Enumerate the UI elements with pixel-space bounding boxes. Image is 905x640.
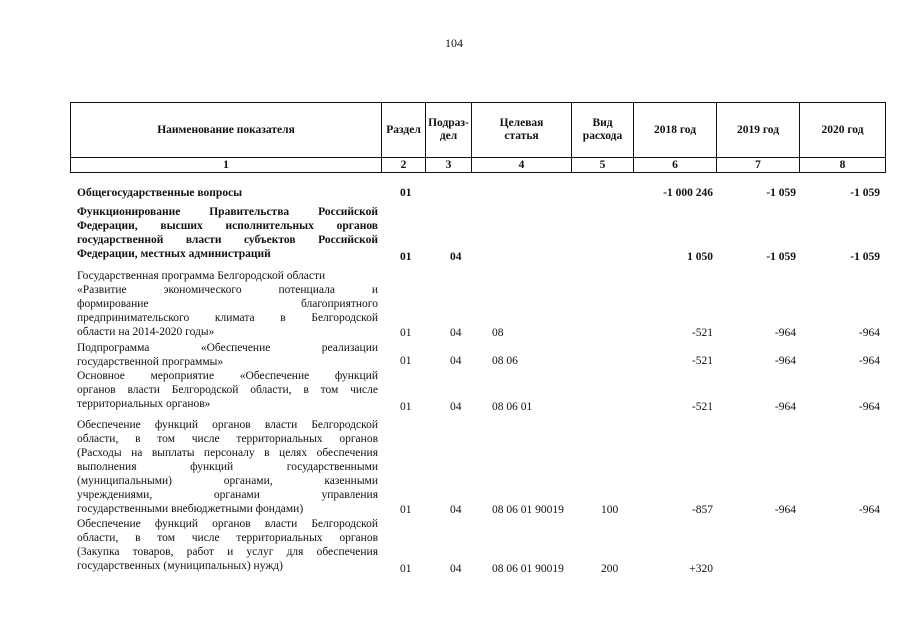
col-number: 5 <box>572 158 634 173</box>
description-line: выполнения функций государственными <box>77 461 378 473</box>
cell-tselevaya: 08 06 <box>492 355 518 367</box>
cell-y2019: -964 <box>774 355 796 367</box>
description-line: Основное мероприятие «Обеспечение функций <box>77 370 378 382</box>
row-description <box>77 205 378 261</box>
description-line: формирование благоприятного <box>77 298 378 310</box>
description-line: предпринимательского климата в Белгородской <box>77 312 378 324</box>
cell-y2019: -964 <box>774 401 796 413</box>
description-line: «Развитие экономического потенциала и <box>77 284 378 296</box>
cell-y2018: -521 <box>691 327 713 339</box>
cell-podrazdel: 04 <box>450 251 462 263</box>
description-line: области, в том числе территориальных органов <box>77 532 378 544</box>
cell-y2018: -1 000 246 <box>663 187 713 199</box>
table-header <box>70 102 886 173</box>
row-description <box>77 418 378 516</box>
cell-tselevaya: 08 06 01 90019 <box>492 504 564 516</box>
cell-y2019: -1 059 <box>766 187 796 199</box>
col-header-2020: 2020 год <box>800 103 886 158</box>
cell-razdel: 01 <box>400 563 412 575</box>
description-line: Федерации, высших исполнительных органов <box>77 220 378 232</box>
cell-y2018: -521 <box>691 355 713 367</box>
cell-podrazdel: 04 <box>450 401 462 413</box>
description-line: государственной программы» <box>77 356 224 368</box>
cell-y2018: -521 <box>691 401 713 413</box>
row-description <box>77 341 378 369</box>
cell-podrazdel: 04 <box>450 355 462 367</box>
description-line: Государственная программа Белгородской области <box>77 270 326 282</box>
cell-tselevaya: 08 06 01 90019 <box>492 563 564 575</box>
description-line: области на 2014-2020 годы» <box>77 326 215 338</box>
col-header-2018: 2018 год <box>634 103 717 158</box>
col-number: 4 <box>472 158 572 173</box>
row-description <box>77 517 378 573</box>
description-line: государственных (муниципальных) нужд) <box>77 560 283 572</box>
cell-y2019: -1 059 <box>766 251 796 263</box>
cell-podrazdel: 04 <box>450 563 462 575</box>
cell-y2018: -857 <box>691 504 713 516</box>
description-line: (муниципальными) органами, казенными <box>77 475 378 487</box>
col-number: 6 <box>634 158 717 173</box>
row-description <box>77 369 378 411</box>
col-number: 3 <box>426 158 472 173</box>
col-header-2019: 2019 год <box>717 103 800 158</box>
cell-y2019: -964 <box>774 327 796 339</box>
col-header-vid: Вид расхода <box>572 103 634 158</box>
cell-y2020: -964 <box>858 401 880 413</box>
description-line: органов власти Белгородской области, в том числе <box>77 384 378 396</box>
col-header-podrazdel: Подраз- дел <box>426 103 472 158</box>
page-number: 104 <box>445 36 463 50</box>
col-header-razdel: Раздел <box>382 103 426 158</box>
cell-razdel: 01 <box>400 251 412 263</box>
cell-y2020: -1 059 <box>850 251 880 263</box>
description-line: области, в том числе территориальных органов <box>77 433 378 445</box>
cell-y2018: +320 <box>689 563 713 575</box>
description-line: учреждениями, органами управления <box>77 489 378 501</box>
cell-razdel: 01 <box>400 187 412 199</box>
cell-razdel: 01 <box>400 355 412 367</box>
cell-podrazdel: 04 <box>450 327 462 339</box>
cell-y2020: -964 <box>858 327 880 339</box>
cell-y2020: -964 <box>858 504 880 516</box>
cell-vid: 200 <box>601 563 619 575</box>
description-line: Обеспечение функций органов власти Белгородской <box>77 518 378 530</box>
col-header-name: Наименование показателя <box>71 103 382 158</box>
cell-tselevaya: 08 <box>492 327 504 339</box>
cell-vid: 100 <box>601 504 619 516</box>
cell-y2018: 1 050 <box>687 251 713 263</box>
cell-tselevaya: 08 06 01 <box>492 401 533 413</box>
description-line: государственными внебюджетными фондами) <box>77 503 304 515</box>
description-line: Подпрограмма «Обеспечение реализации <box>77 342 378 354</box>
col-number: 8 <box>800 158 886 173</box>
description-line: территориальных органов» <box>77 398 211 410</box>
col-number: 7 <box>717 158 800 173</box>
cell-razdel: 01 <box>400 504 412 516</box>
cell-y2020: -964 <box>858 355 880 367</box>
description-line: (Расходы на выплаты персоналу в целях обеспечения <box>77 447 378 459</box>
description-line: Общегосударственные вопросы <box>77 187 243 199</box>
cell-razdel: 01 <box>400 327 412 339</box>
col-number: 2 <box>382 158 426 173</box>
row-description <box>77 186 378 200</box>
description-line: государственной власти субъектов Российской <box>77 234 378 246</box>
cell-y2020: -1 059 <box>850 187 880 199</box>
col-header-tselevaya: Целевая статья <box>472 103 572 158</box>
cell-y2019: -964 <box>774 504 796 516</box>
col-number: 1 <box>71 158 382 173</box>
description-line: Федерации, местных администраций <box>77 248 271 260</box>
description-line: Обеспечение функций органов власти Белгородской <box>77 419 378 431</box>
description-line: (Закупка товаров, работ и услуг для обеспечения <box>77 546 378 558</box>
cell-razdel: 01 <box>400 401 412 413</box>
row-description <box>77 269 378 339</box>
description-line: Функционирование Правительства Российской <box>77 206 378 218</box>
cell-podrazdel: 04 <box>450 504 462 516</box>
